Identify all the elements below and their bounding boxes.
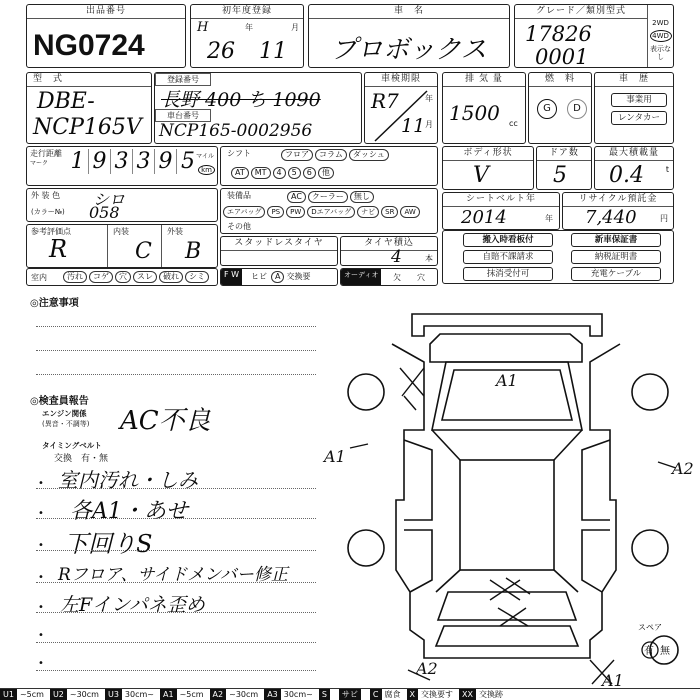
trans-mt: MT — [251, 167, 271, 179]
first-reg-label: 初年度登録 — [191, 5, 303, 19]
remark-2: 各A1・あせ — [70, 499, 188, 524]
interior-row-label: 室内 — [31, 273, 47, 282]
spare-none: 無 — [660, 646, 670, 657]
mileage-digits — [67, 149, 199, 174]
damage-label: A1 — [602, 671, 624, 690]
equip-navi: ナビ — [357, 206, 379, 218]
exterior-label: 外装 — [167, 227, 183, 236]
load-unit: t — [665, 165, 669, 174]
legend-value — [330, 689, 339, 700]
damage-label: A1 — [496, 371, 518, 390]
history-rental: レンタカー — [611, 111, 667, 125]
engine-note: AC不良 — [120, 406, 211, 436]
car-name: プロボックス — [331, 35, 487, 65]
btn-tax-cert: 納税証明書 — [571, 250, 661, 264]
equip-aw: AW — [400, 206, 419, 218]
remark-4: Rフロア、サイドメンバー修正 — [58, 565, 288, 585]
color-box — [26, 188, 218, 222]
mileage-unit-mile: マイル — [196, 153, 214, 160]
shift-box — [220, 146, 438, 186]
lot-number: NG0724 — [33, 29, 145, 62]
history-label: 車 歴 — [595, 73, 673, 87]
audio-hole: 穴 — [417, 273, 425, 282]
interior-score: C — [135, 239, 152, 264]
tire-count: 4 — [391, 247, 402, 266]
equip-airbag: エアバッグ — [223, 206, 265, 218]
mark-hole: 穴 — [115, 271, 131, 283]
mark-label: マーク — [30, 160, 49, 167]
audio-box — [340, 268, 438, 286]
mark-dirt: 汚れ — [63, 271, 87, 283]
fuel-box — [528, 72, 592, 144]
recycle-unit: 円 — [660, 214, 668, 223]
equip-dairbag: Dエアバッグ — [307, 206, 355, 218]
trans-options — [231, 167, 336, 179]
spare-label: スペア — [638, 623, 662, 632]
doors-label: ドア数 — [537, 147, 591, 161]
history-box — [594, 72, 674, 144]
displacement-label: 排 気 量 — [443, 73, 525, 87]
first-reg-box — [190, 4, 304, 68]
trans-6: 6 — [303, 167, 316, 179]
lot-number-box — [26, 4, 186, 68]
damage-label: A2 — [672, 459, 694, 478]
body-value: V — [473, 163, 489, 188]
interior-label: 内装 — [113, 227, 129, 236]
drive-none: 表示なし — [650, 45, 671, 61]
legend-key: U2 — [50, 689, 67, 700]
shift-column: コラム — [315, 149, 347, 161]
legend-value: ~5cm — [19, 690, 44, 699]
fw-a: A — [271, 271, 284, 283]
mileage-label: 走行距離 — [30, 149, 62, 158]
tire-unit: 本 — [425, 254, 433, 263]
equip-ps: PS — [267, 206, 284, 218]
legend-key: サビ — [339, 689, 361, 700]
equip-label: 装備品 — [227, 191, 251, 200]
engine-label: エンジン関係 — [42, 409, 87, 418]
inspection-month: 11 — [401, 115, 426, 137]
reg-no: 長野 400 ち 1090 — [161, 89, 321, 111]
shift-label: シフト — [227, 149, 251, 158]
mark-tear: 破れ — [159, 271, 183, 283]
equip-options-2 — [223, 206, 422, 218]
model-2: NCP165V — [33, 115, 142, 140]
fuel-g: G — [537, 99, 557, 119]
displacement-box — [442, 72, 526, 144]
trans-4: 4 — [273, 167, 286, 179]
car-name-box — [308, 4, 510, 68]
spare-value: 有 — [644, 646, 654, 657]
equip-none: 無し — [350, 191, 374, 203]
audio-label: オーディオ — [341, 269, 381, 285]
doors-box — [536, 146, 592, 190]
model-1: DBE- — [37, 89, 95, 114]
equip-options-1 — [287, 191, 376, 203]
bullet: • — [38, 540, 44, 551]
recycle-label: リサイクル預託金 — [563, 193, 673, 207]
chassis-no: NCP165-0002956 — [159, 121, 313, 141]
remark-3: 下回りS — [64, 530, 153, 558]
legend-value — [361, 689, 370, 700]
legend-value: 30cm~ — [124, 690, 154, 699]
color-value: シロ — [93, 190, 126, 209]
inspection-year: R7 — [371, 89, 399, 113]
reg-chassis-box — [154, 72, 362, 144]
color-code-label: (カラー№) — [31, 208, 65, 216]
mileage-digit: 3 — [111, 149, 133, 174]
interior-marks-box — [26, 268, 218, 286]
caution-label: ◎注意事項 — [30, 298, 79, 309]
insp-month-unit: 月 — [425, 120, 433, 129]
grade-label: グレード／類別型式 — [515, 5, 647, 19]
load-label: 最大積載量 — [595, 147, 673, 161]
equip-cooler: クーラー — [308, 191, 348, 203]
equip-ac: AC — [287, 191, 306, 203]
load-value: 0.4 — [609, 163, 644, 188]
grade-1: 17826 — [525, 22, 592, 46]
legend-key: U3 — [105, 689, 122, 700]
score-box — [26, 224, 218, 268]
seatbelt-box — [442, 192, 560, 230]
timing-label: タイミングベルト — [42, 441, 102, 450]
car-diagram — [320, 300, 700, 690]
ref-label: 参考評価点 — [31, 227, 71, 236]
mileage-digit: 9 — [89, 149, 111, 174]
legend-key: A1 — [160, 689, 177, 700]
insp-year-unit: 年 — [425, 94, 433, 103]
bullet: • — [38, 508, 44, 519]
shift-floor: フロア — [281, 149, 313, 161]
document-buttons-box — [442, 230, 674, 284]
model-box — [26, 72, 152, 144]
mark-burn: コゲ — [89, 271, 113, 283]
reg-year: 26 — [207, 39, 235, 64]
exterior-score: B — [185, 239, 202, 264]
displacement: 1500 — [449, 101, 500, 125]
legend-value: ~5cm — [179, 690, 204, 699]
car-name-label: 車 名 — [309, 5, 509, 19]
shift-dash: ダッシュ — [349, 149, 389, 161]
mileage-digit: 1 — [67, 149, 89, 174]
bullet: • — [38, 572, 44, 583]
mileage-unit-km: km — [198, 165, 215, 175]
damage-label: A1 — [324, 447, 346, 466]
legend-value: ~30cm — [229, 690, 259, 699]
reg-no-label: 登録番号 — [155, 73, 211, 86]
history-business: 事業用 — [611, 93, 667, 107]
legend-key: C — [370, 689, 382, 700]
legend-key: A2 — [210, 689, 227, 700]
drive-2wd: 2WD — [652, 19, 669, 27]
body-label: ボディ形状 — [443, 147, 533, 161]
bullet: • — [38, 630, 44, 641]
era: H — [197, 20, 209, 35]
legend-value: 交換要す — [420, 690, 453, 699]
equip-other-label: その他 — [227, 222, 251, 231]
legend-bar — [0, 688, 700, 700]
equip-pw: PW — [286, 206, 305, 218]
legend-key: XX — [459, 689, 476, 700]
remark-5: 左Fインパネ歪め — [60, 594, 205, 616]
seatbelt-year: 2014 — [461, 207, 507, 228]
load-box — [594, 146, 674, 190]
mark-stain: シミ — [185, 271, 209, 283]
timing-sub: 交換 有・無 — [54, 454, 109, 464]
legend-key: X — [407, 689, 418, 700]
color-code: 058 — [89, 203, 120, 222]
inspection-strike — [365, 87, 438, 144]
inspection-label: 車検期限 — [365, 73, 437, 87]
displacement-unit: cc — [509, 119, 518, 128]
studless-label: スタッドレスタイヤ — [221, 237, 337, 251]
grade-2: 0001 — [535, 45, 589, 68]
trans-other: 他 — [318, 167, 334, 179]
inspector-label: ◎検査員報告 — [30, 396, 89, 407]
bullet: • — [38, 602, 44, 613]
interior-marks — [63, 271, 211, 283]
mileage-box — [26, 146, 218, 186]
recycle-box — [562, 192, 674, 230]
bullet: • — [38, 478, 44, 489]
legend-value: 30cm~ — [283, 690, 313, 699]
bullet: • — [38, 658, 44, 669]
fw-label: F W — [221, 269, 242, 285]
mark-scuff: スレ — [133, 271, 157, 283]
btn-liability: 自賠不課請求 — [463, 250, 553, 264]
fuel-d: D — [567, 99, 587, 119]
trans-at: AT — [231, 167, 249, 179]
legend-value: 腐食 — [384, 690, 401, 699]
legend-value: ~30cm — [69, 690, 99, 699]
drive-4wd: 4WD — [650, 30, 672, 42]
grade-box — [514, 4, 674, 68]
remark-1: 室内汚れ・しみ — [58, 468, 198, 492]
year-label: 年 — [245, 23, 253, 32]
legend-key: U1 — [0, 689, 17, 700]
btn-signboard: 搬入時看板付 — [463, 233, 553, 247]
legend-key: A3 — [264, 689, 281, 700]
fuel-label: 燃 料 — [529, 73, 591, 87]
studless-box — [220, 236, 338, 266]
btn-charge-cable: 充電ケーブル — [571, 267, 661, 281]
seatbelt-unit: 年 — [545, 214, 553, 223]
doors-value: 5 — [553, 163, 567, 188]
fw-replace: 交換要 — [286, 272, 311, 281]
legend-key: S — [319, 689, 330, 700]
btn-warranty: 新車保証書 — [571, 233, 661, 247]
engine-sub: (異音・不調等) — [42, 420, 90, 428]
mileage-digit: 5 — [181, 149, 195, 174]
equipment-box — [220, 188, 438, 234]
trans-5: 5 — [288, 167, 301, 179]
lot-label: 出品番号 — [27, 5, 185, 19]
reg-month: 11 — [259, 39, 287, 64]
ref-score: R — [49, 235, 68, 263]
damage-label: A2 — [416, 659, 438, 678]
seatbelt-label: シートベルト年 — [443, 193, 559, 207]
audio-missing: 欠 — [393, 273, 401, 282]
legend-value: 交換跡 — [478, 690, 503, 699]
month-label: 月 — [291, 23, 299, 32]
color-label: 外 装 色 — [31, 191, 61, 200]
model-label: 型 式 — [27, 73, 151, 87]
mileage-digit: 3 — [133, 149, 155, 174]
btn-cancel-reg: 抹消受付可 — [463, 267, 553, 281]
equip-sr: SR — [381, 206, 398, 218]
shift-options — [281, 149, 391, 161]
mileage-digit: 9 — [155, 149, 177, 174]
fw-crack: ヒビ — [251, 272, 267, 281]
inspection-box — [364, 72, 438, 144]
fw-box — [220, 268, 338, 286]
chassis-label: 車台番号 — [155, 109, 211, 122]
body-box — [442, 146, 534, 190]
tire-box — [340, 236, 438, 266]
tire-label: タイヤ積込 — [341, 237, 437, 251]
recycle-amount: 7,440 — [585, 207, 637, 228]
